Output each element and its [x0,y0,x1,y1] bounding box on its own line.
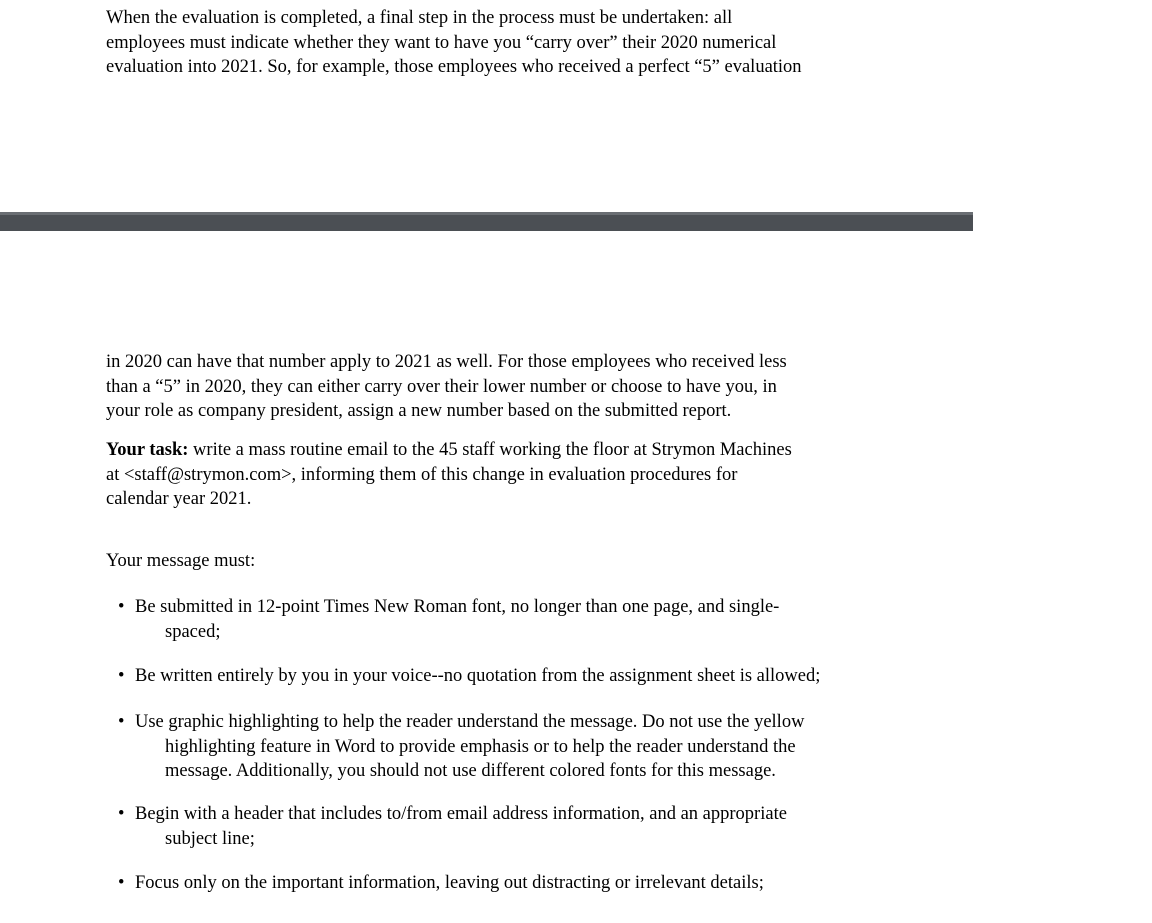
task-line-2: at <staff@strymon.com>, informing them of this change in evaluation procedures for [106,464,738,485]
bullet-text: Begin with a header that includes to/from email address information, and an appropriate [135,804,787,824]
text-line: than a “5” in 2020, they can either carry over their lower number or choose to have you, in [106,376,777,397]
bullet-marker: • [118,666,125,686]
bullet-text: Be written entirely by you in your voice--no quotation from the assignment sheet is allowed; [135,666,821,686]
requirement-bullet-font [118,595,908,644]
bullet-text: Be submitted in 12-point Times New Roman font, no longer than one page, and single- [135,597,780,617]
text-line: evaluation into 2021. So, for example, those employees who received a perfect “5” evaluation [106,57,802,77]
page-separator-edge [0,212,973,215]
requirement-bullet-focus [118,871,908,896]
requirement-bullet-voice [118,664,908,689]
bullet-marker: • [118,804,125,824]
bullet-marker: • [118,873,125,893]
task-text: write a mass routine email to the 45 staff working the floor at Strymon Machines [188,440,792,460]
paragraph-task [106,438,906,512]
bullet-continuation: message. Additionally, you should not use different colored fonts for this message. [165,761,776,781]
task-line-3: calendar year 2021. [106,489,252,509]
bullet-continuation: highlighting feature in Word to provide emphasis or to help the reader understand the [165,736,796,757]
paragraph-evaluation-intro [106,6,906,80]
bullet-marker: • [118,712,125,732]
task-line-1 [106,438,906,463]
requirement-bullet-highlighting [118,710,908,784]
requirements-heading-text: Your message must: [106,551,256,571]
text-line: your role as company president, assign a new number based on the submitted report. [106,401,732,421]
paragraph-evaluation-continued [106,350,906,424]
bullet-marker: • [118,597,125,617]
requirements-heading [106,549,906,574]
bullet-text: Use graphic highlighting to help the reader understand the message. Do not use the yellow [135,712,805,732]
bullet-continuation: spaced; [165,621,221,642]
task-label: Your task: [106,440,189,460]
text-line: When the evaluation is completed, a final step in the process must be undertaken: all [106,8,733,28]
text-line: in 2020 can have that number apply to 2021 as well. For those employees who received less [106,352,787,372]
requirement-bullet-header [118,802,908,851]
page-separator [0,212,973,231]
bullet-text: Focus only on the important information, leaving out distracting or irrelevant details; [135,873,764,893]
bullet-continuation: subject line; [165,828,255,849]
text-line: employees must indicate whether they want to have you “carry over” their 2020 numerical [106,32,777,53]
